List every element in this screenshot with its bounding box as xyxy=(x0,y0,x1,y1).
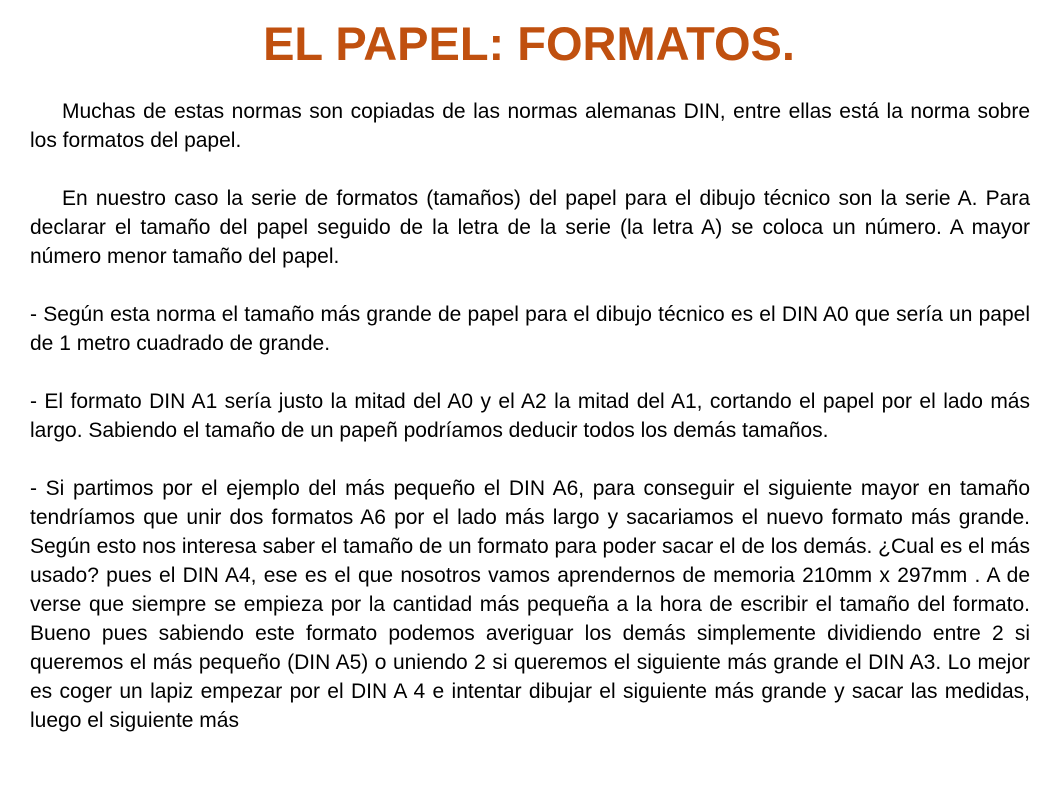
paragraph-series-a: En nuestro caso la serie de formatos (tamaños) del papel para el dibujo técnico son la serie A. Para declarar el tamaño del papel seguido de la letra de la serie (la letra A) se coloca un número. A mayor número menor tamaño del papel. xyxy=(30,187,1030,268)
paragraph-din-a1: - El formato DIN A1 sería justo la mitad del A0 y el A2 la mitad del A1, cortando el papel por el lado más largo. Sabiendo el tamaño de un papeñ podríamos deducir todos los demás tamaños. xyxy=(30,390,1030,442)
slide-body xyxy=(30,97,1030,764)
paragraph-din-a6-a4: - Si partimos por el ejemplo del más pequeño el DIN A6, para conseguir el siguiente mayor en tamaño tendríamos que unir dos formatos A6 por el lado más largo y sacariamos el nuevo formato más grande. Según esto nos interesa saber el tamaño de un formato para poder sacar el de los demás. ¿Cual es el más usado? pues el DIN A4, ese es el que nosotros vamos aprendernos de memoria 210mm x 297mm . A de verse que siempre se empieza por la cantidad más pequeña a la hora de escribir el tamaño del formato. Bueno pues sabiendo este formato podemos averiguar los demás simplemente dividiendo entre 2 si queremos el más pequeño (DIN A5) o uniendo 2 si queremos el siguiente más grande el DIN A3. Lo mejor es coger un lapiz empezar por el DIN A 4 e intentar dibujar el siguiente más grande y sacar las medidas, luego el siguiente más xyxy=(30,477,1030,732)
paragraph-din-a0: - Según esta norma el tamaño más grande de papel para el dibujo técnico es el DIN A0 que sería un papel de 1 metro cuadrado de grande. xyxy=(30,303,1030,355)
paragraph-intro: Muchas de estas normas son copiadas de las normas alemanas DIN, entre ellas está la norma sobre los formatos del papel. xyxy=(30,100,1030,152)
page-title: EL PAPEL: FORMATOS. xyxy=(263,17,795,70)
